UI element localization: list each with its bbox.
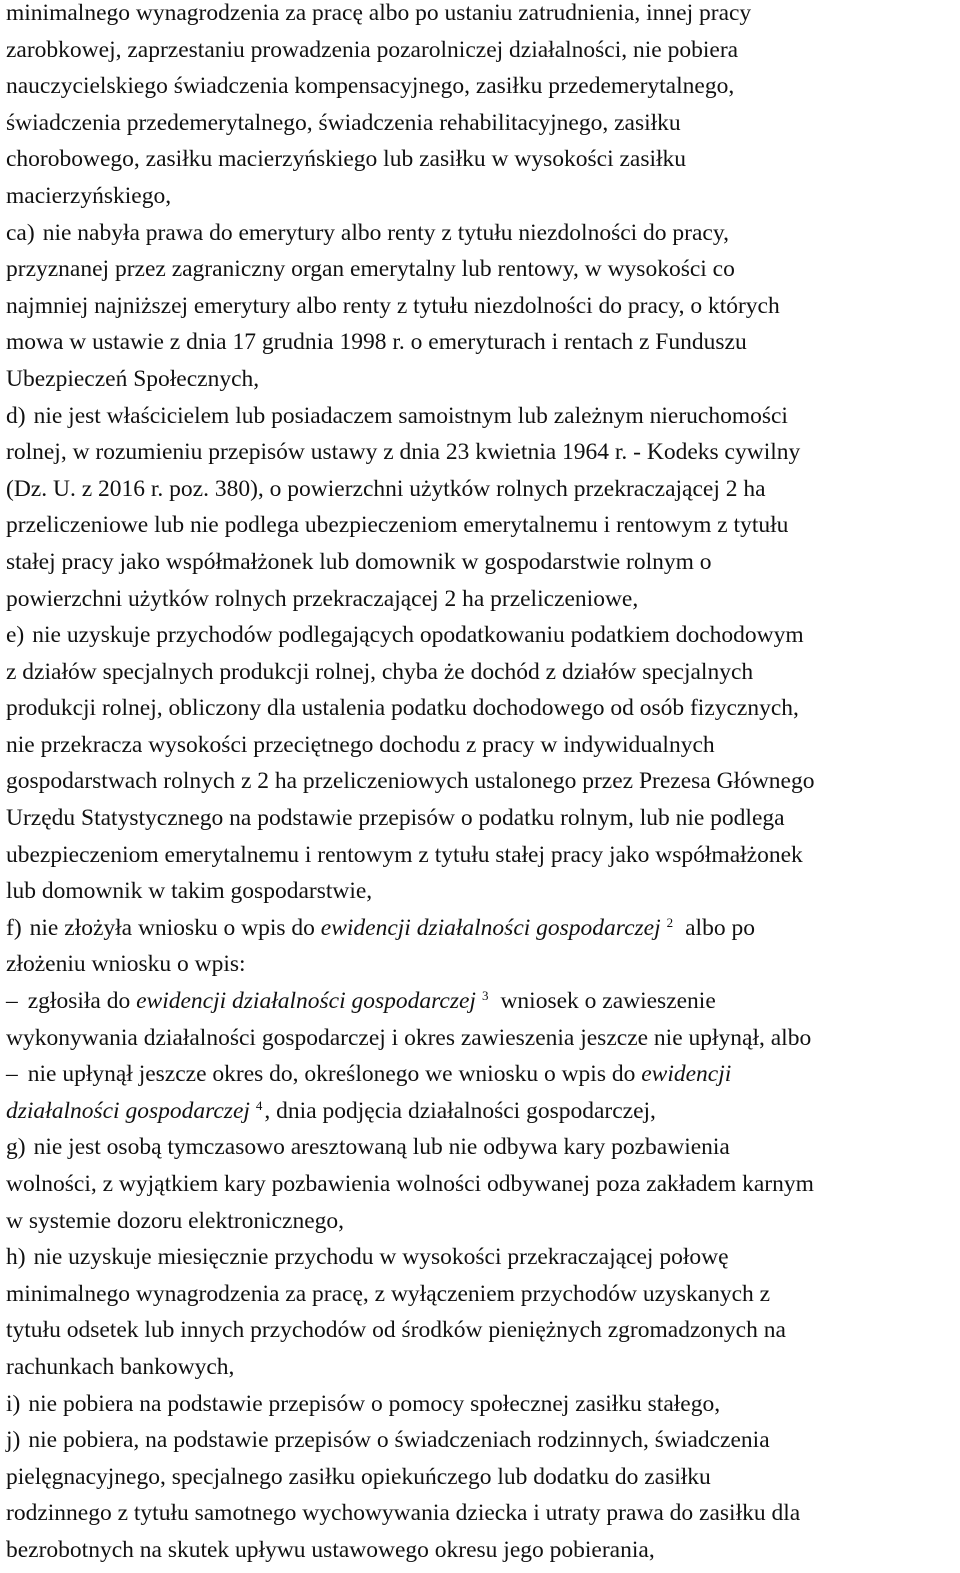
item-label: g)	[6, 1134, 26, 1161]
paragraph-g	[6, 1129, 960, 1239]
text-line: (Dz. U. z 2016 r. poz. 380), o powierzchni użytków rolnych przekraczającej 2 ha	[6, 475, 766, 502]
italic-term: ewidencji działalności gospodarczej	[320, 914, 661, 941]
text-line: stałej pracy jako współmałżonek lub domownik w gospodarstwie rolnym o	[6, 548, 712, 575]
text-line: nauczycielskiego świadczenia kompensacyjnego, zasiłku przedemerytalnego,	[6, 73, 735, 100]
item-label: j)	[6, 1427, 21, 1454]
text-line: minimalnego wynagrodzenia za pracę, z wyłączeniem przychodów uzyskanych z	[6, 1280, 771, 1307]
item-text: nie pobiera, na podstawie przepisów o świadczeniach rodzinnych, świadczenia	[28, 1427, 770, 1454]
text-line: produkcji rolnej, obliczony dla ustalenia podatku dochodowego od osób fizycznych,	[6, 695, 799, 722]
item-label: h)	[6, 1244, 26, 1271]
footnote-ref: 4	[255, 1097, 263, 1113]
text-line: bezrobotnych na skutek upływu ustawowego okresu jego pobierania,	[6, 1536, 655, 1563]
text-line: macierzyńskiego,	[6, 182, 172, 209]
item-text: nie jest właścicielem lub posiadaczem samoistnym lub zależnym nieruchomości	[33, 402, 788, 429]
text-line: wolności, z wyjątkiem kary pozbawienia wolności odbywanej poza zakładem karnym	[6, 1171, 814, 1197]
item-label: ca)	[6, 219, 35, 246]
text-line: rodzinnego z tytułu samotnego wychowywania dziecka i utraty prawa do zasiłku dla	[6, 1500, 801, 1527]
text-line	[6, 1386, 960, 1423]
text-line: Urzędu Statystycznego na podstawie przepisów o podatku rolnym, lub nie podlega	[6, 805, 785, 832]
text-line: powierzchni użytków rolnych przekraczającej 2 ha przeliczeniowe,	[6, 585, 639, 612]
text-line: zarobkowej, zaprzestaniu prowadzenia pozarolniczej działalności, nie pobiera	[6, 36, 739, 63]
paragraph-f	[6, 910, 960, 1130]
footnote-ref: 2	[666, 914, 674, 930]
text-line: mowa w ustawie z dnia 17 grudnia 1998 r. o emeryturach i rentach z Funduszu	[6, 329, 747, 356]
text-line: wykonywania działalności gospodarczej i okres zawieszenia jeszcze nie upłynął, albo	[6, 1024, 812, 1051]
text-line	[6, 910, 960, 947]
paragraph-j	[6, 1422, 960, 1568]
item-label: e)	[6, 622, 25, 649]
text-line: w systemie dozoru elektronicznego,	[6, 1207, 345, 1234]
item-text: albo po	[685, 914, 755, 941]
text-line: tytułu odsetek lub innych przychodów od środków pieniężnych zgromadzonych na	[6, 1317, 786, 1344]
text-line: złożeniu wniosku o wpis:	[6, 951, 246, 978]
text-line	[6, 983, 960, 1020]
footnote-ref: 3	[481, 988, 489, 1004]
text-line: minimalnego wynagrodzenia za pracę albo po ustaniu zatrudnienia, innej pracy	[6, 0, 752, 26]
text-line: przeliczeniowe lub nie podlega ubezpieczeniom emerytalnemu i rentowym z tytułu	[6, 512, 789, 539]
item-text: nie uzyskuje przychodów podlegających opodatkowaniu podatkiem dochodowym	[32, 622, 804, 649]
item-label: d)	[6, 402, 26, 429]
text-line	[6, 215, 960, 252]
text-line	[6, 1129, 960, 1166]
paragraph-i	[6, 1386, 960, 1423]
item-label: f)	[6, 914, 22, 941]
text-line: pielęgnacyjnego, specjalnego zasiłku opiekuńczego lub dodatku do zasiłku	[6, 1463, 711, 1490]
text-line	[6, 398, 960, 435]
item-text: , dnia podjęcia działalności gospodarczej,	[264, 1097, 656, 1124]
text-line: z działów specjalnych produkcji rolnej, chyba że dochód z działów specjalnych	[6, 658, 754, 685]
item-text: nie złożyła wniosku o wpis do	[29, 914, 315, 941]
text-line: przyznanej przez zagraniczny organ emerytalny lub rentowy, w wysokości co	[6, 256, 735, 283]
paragraph-h	[6, 1239, 960, 1385]
text-line: świadczenia przedemerytalnego, świadczenia rehabilitacyjnego, zasiłku	[6, 109, 681, 136]
item-text: nie upłynął jeszcze okres do, określonego we wniosku o wpis do	[27, 1061, 636, 1088]
text-line: ubezpieczeniom emerytalnemu i rentowym z tytułu stałej pracy jako współmałżonek	[6, 841, 803, 868]
paragraph-ca	[6, 215, 960, 398]
text-line	[6, 1056, 960, 1093]
item-text: zgłosiła do	[27, 988, 131, 1015]
text-line: rachunkach bankowych,	[6, 1353, 235, 1380]
text-line: najmniej najniższej emerytury albo renty z tytułu niezdolności do pracy, o których	[6, 292, 780, 319]
text-line	[6, 1422, 960, 1459]
text-line: rolnej, w rozumieniu przepisów ustawy z dnia 23 kwietnia 1964 r. - Kodeks cywilny	[6, 439, 801, 466]
text-line: nie przekracza wysokości przeciętnego dochodu z pracy w indywidualnych	[6, 731, 715, 758]
item-text: nie pobiera na podstawie przepisów o pomocy społecznej zasiłku stałego,	[28, 1390, 721, 1417]
text-line: gospodarstwach rolnych z 2 ha przeliczeniowych ustalonego przez Prezesa Głównego	[6, 768, 815, 795]
item-text: nie uzyskuje miesięcznie przychodu w wysokości przekraczającej połowę	[33, 1244, 729, 1271]
dash-marker: –	[6, 988, 18, 1015]
paragraph-intro	[6, 0, 960, 215]
text-line: chorobowego, zasiłku macierzyńskiego lub zasiłku w wysokości zasiłku	[6, 146, 687, 173]
italic-term: działalności gospodarczej	[6, 1097, 250, 1124]
item-text: nie jest osobą tymczasowo aresztowaną lub nie odbywa kary pozbawienia	[33, 1134, 730, 1161]
item-text: wniosek o zawieszenie	[500, 988, 716, 1015]
paragraph-e	[6, 617, 960, 910]
italic-term: ewidencji	[641, 1061, 732, 1088]
text-line: lub domownik w takim gospodarstwie,	[6, 878, 373, 905]
text-line	[6, 1239, 960, 1276]
dash-marker: –	[6, 1061, 18, 1088]
item-text: nie nabyła prawa do emerytury albo renty z tytułu niezdolności do pracy,	[42, 219, 729, 246]
text-line	[6, 617, 960, 654]
text-line	[6, 1093, 960, 1130]
paragraph-d	[6, 398, 960, 618]
italic-term: ewidencji działalności gospodarczej	[136, 988, 476, 1015]
text-line: Ubezpieczeń Społecznych,	[6, 365, 260, 392]
item-label: i)	[6, 1390, 21, 1417]
